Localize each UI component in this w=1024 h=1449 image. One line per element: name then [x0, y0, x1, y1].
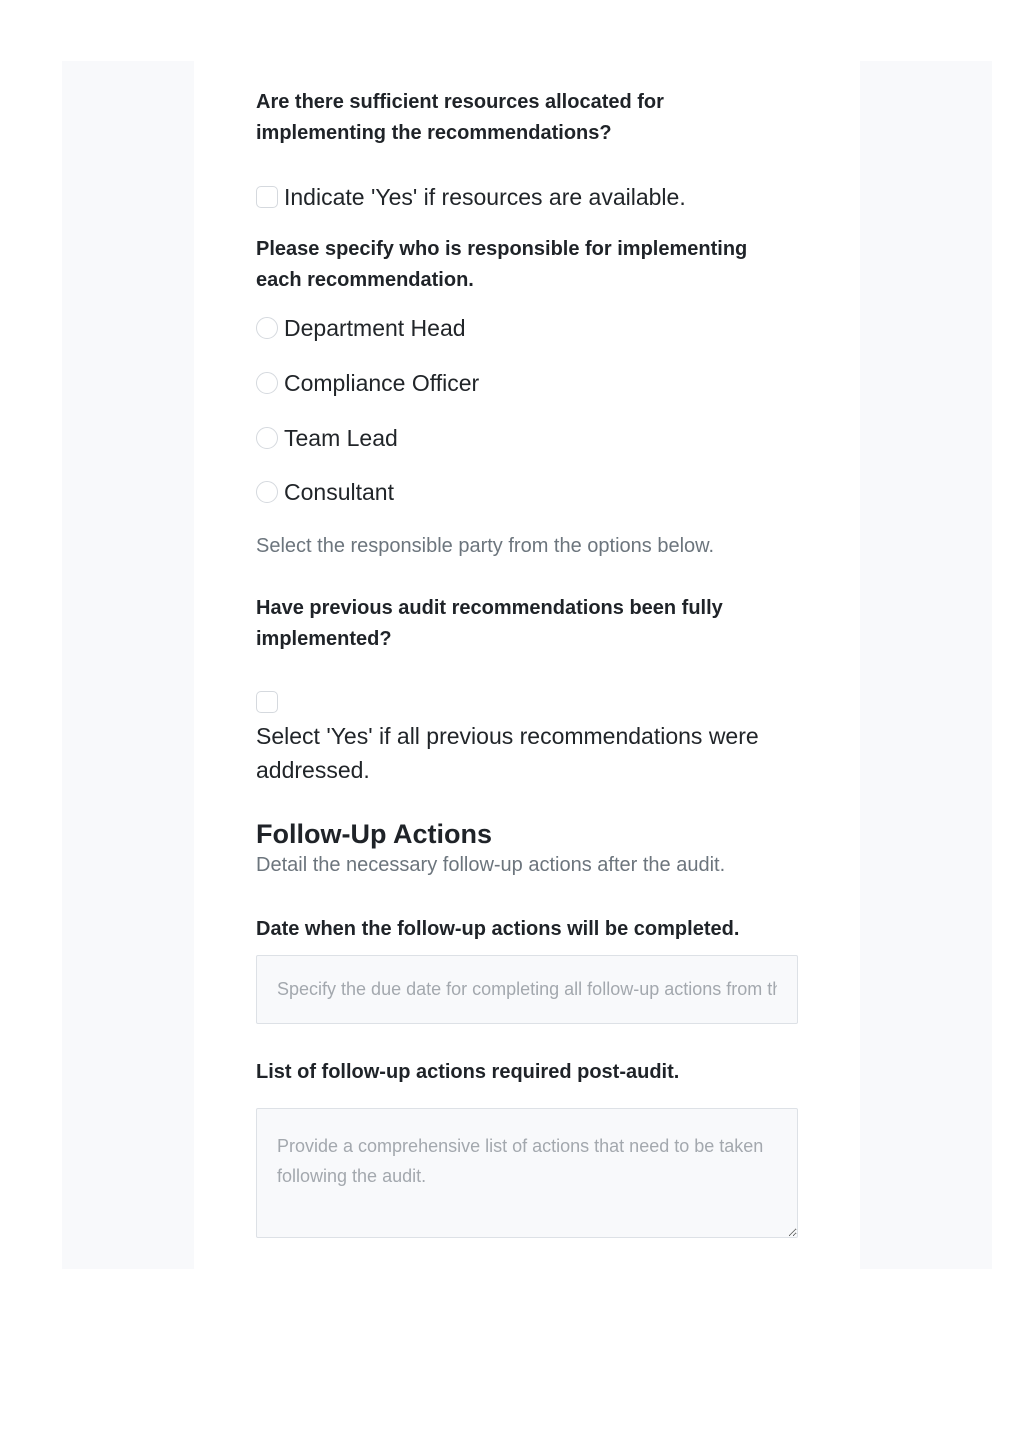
previous-checkbox[interactable] — [256, 691, 278, 713]
radio-department-head[interactable] — [256, 314, 466, 342]
radio-button[interactable] — [256, 481, 278, 503]
resources-checkbox-text: Indicate 'Yes' if resources are available. — [284, 183, 686, 210]
follow-up-list-label: List of follow-up actions required post-audit. — [256, 1061, 680, 1083]
responsible-question-label: Please specify who is responsible for implementing each recommendation. — [256, 238, 748, 291]
previous-checkbox-row[interactable] — [256, 688, 278, 716]
follow-up-date-input[interactable] — [256, 955, 798, 1024]
left-side-panel — [62, 61, 194, 1269]
radio-label: Consultant — [284, 478, 394, 505]
radio-compliance-officer[interactable] — [256, 369, 479, 397]
resources-question-label: Are there sufficient resources allocated for implementing the recommendations? — [256, 91, 664, 144]
resources-checkbox-row[interactable] — [256, 183, 686, 211]
previous-question-label: Have previous audit recommendations been fully implemented? — [256, 597, 723, 650]
resources-checkbox[interactable] — [256, 186, 278, 208]
follow-up-section-title: Follow-Up Actions — [256, 819, 492, 849]
follow-up-date-label: Date when the follow-up actions will be completed. — [256, 918, 740, 940]
radio-label: Team Lead — [284, 424, 398, 451]
radio-consultant[interactable] — [256, 478, 394, 506]
radio-button[interactable] — [256, 372, 278, 394]
radio-button[interactable] — [256, 317, 278, 339]
radio-label: Compliance Officer — [284, 369, 480, 396]
responsible-helper-text: Select the responsible party from the options below. — [256, 535, 715, 557]
radio-label: Department Head — [284, 314, 466, 341]
follow-up-list-textarea[interactable] — [256, 1108, 798, 1238]
right-side-panel — [860, 61, 992, 1269]
radio-team-lead[interactable] — [256, 424, 398, 452]
radio-button[interactable] — [256, 427, 278, 449]
follow-up-section-description: Detail the necessary follow-up actions after the audit. — [256, 854, 726, 876]
previous-checkbox-text: Select 'Yes' if all previous recommendations were addressed. — [256, 723, 759, 783]
